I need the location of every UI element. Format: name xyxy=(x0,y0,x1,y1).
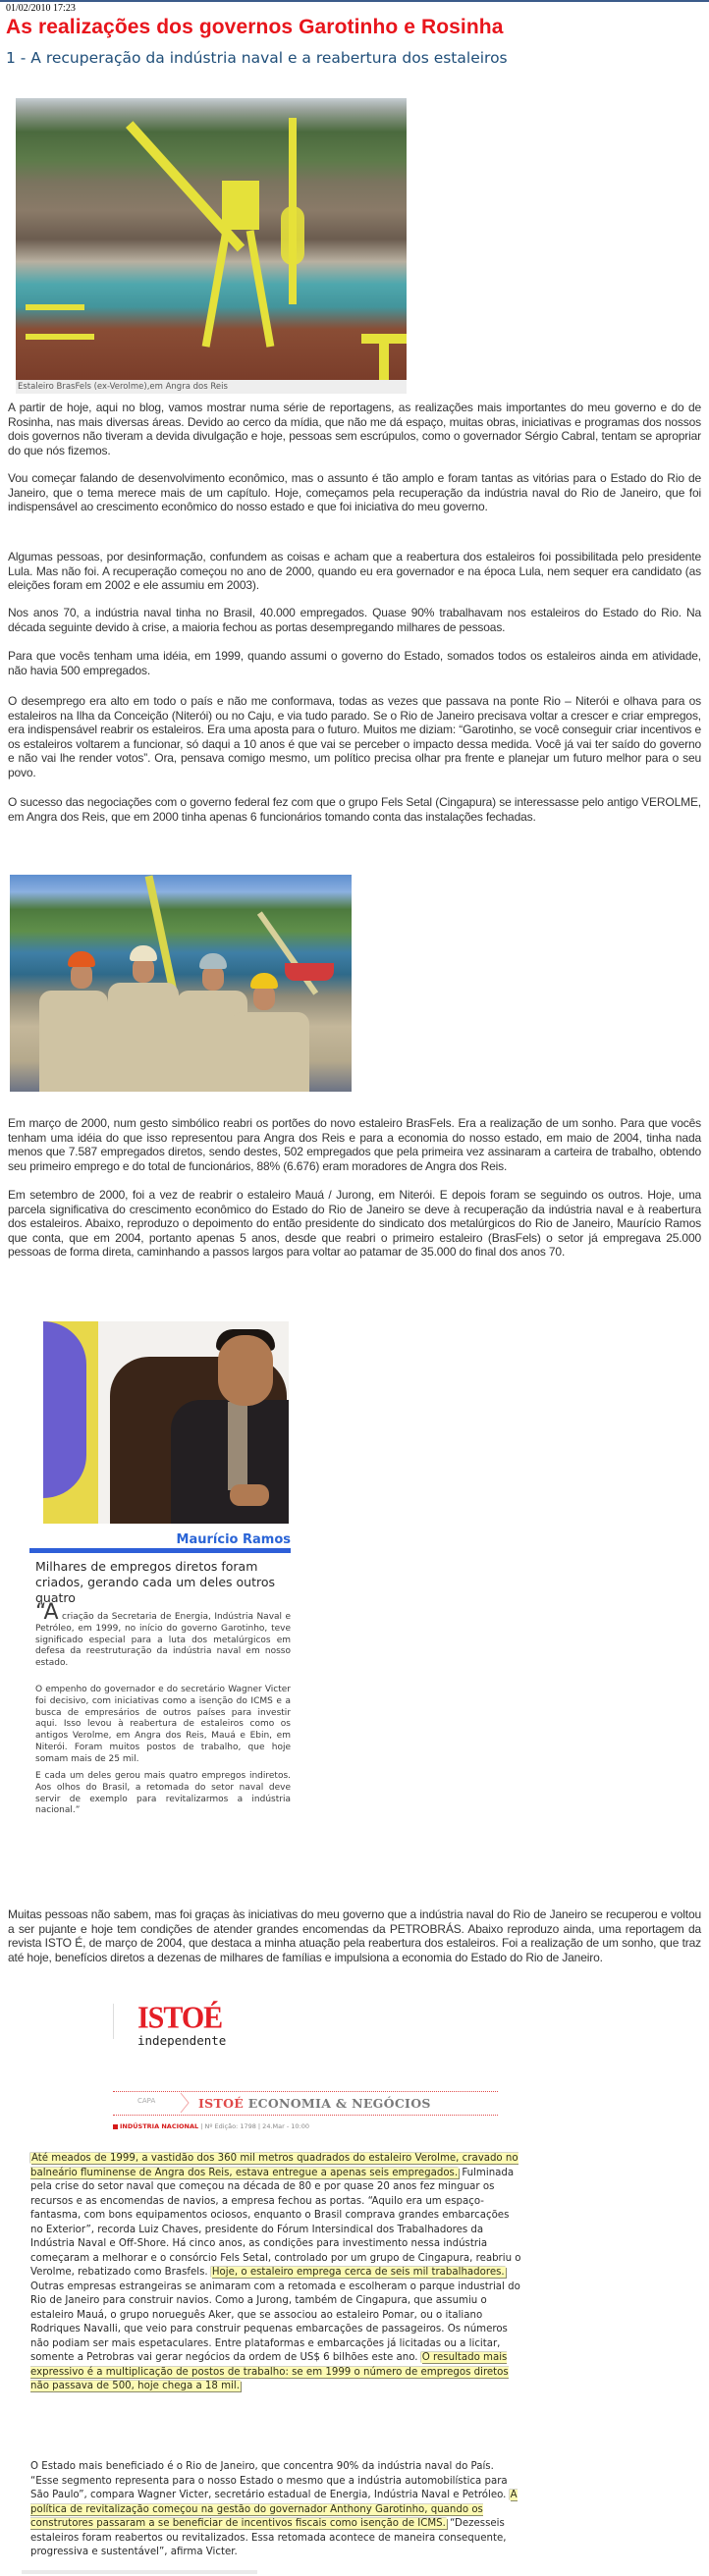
paragraph: O desemprego era alto em todo o país e não me conformava, todas as vezes que passava na ponte Rio – Niterói e olhava para os estaleiros na Ilha da Conceição (Niterói) ou no Caju, e via tudo parado. Se o Rio de Janeiro precisava voltar a crescer e criar empregos, era indispensável reabrir os estaleiros. Era uma aposta para o futuro. Muitos me diziam: “Garotinho, se você conseguir criar incentivos e os estaleiros voltarem a funcionar, só daqui a 10 anos é que vai se perceber o impacto dessa medida. Você já vai ter saído do governo e não vai lhe render votos”. Ora, pensava comigo mesmo, um político precisa olhar pra frente e planejar um futuro melhor para o seu povo. xyxy=(8,694,701,779)
paragraph: O sucesso das negociações com o governo federal fez com que o grupo Fels Setal (Cingapura) se interessasse pelo antigo VEROLME, em Angra dos Reis, que em 2000 tinha apenas 6 funcionários tomando conta das instalações fechadas. xyxy=(8,795,701,824)
testimonial-headline: Milhares de empregos diretos foram criados, gerando cada um deles outros quatro xyxy=(35,1559,276,1605)
istoe-logo-divider xyxy=(113,2004,114,2039)
section-rule-top xyxy=(113,2091,498,2092)
testimonial-name: Maurício Ramos xyxy=(176,1532,291,1547)
highlight: Até meados de 1999, a vastidão dos 360 mil metros quadrados do estaleiro Verolme, cravado no balneário fluminense de Angra dos Reis, estava entregue a apenas seis empregados. xyxy=(30,2153,518,2178)
top-border xyxy=(0,0,709,2)
text: Outras empresas estrangeiras se animaram com a retomada e escolheram o parque industrial do Rio de Janeiro para construir navios. Como a Jurong, também de Cingapura, que assumiu o estaleiro Mauá, o grupo norueguês Aker, que se associou ao estaleiro Pomar, ou o italiano Rodriques Navalli, que veio para construir pequenas embarcações de passageiros. Os números não podiam ser mais espetaculares. Entre plataformas e embarcações já licitadas ou a licitar, somente a Petrobras vai gerar negócios da ordem de US$ 6 bilhões este ano. xyxy=(30,2281,520,2363)
highlight: O resultado mais expressivo é a multiplicação de postos de trabalho: se em 1999 o número de empregos diretos não passava de 500, hoje chega a 18 mil. xyxy=(30,2352,509,2391)
shipyard-workers-photo xyxy=(10,875,352,1092)
section-title-brand: ISTOÉ xyxy=(198,2096,245,2111)
post-timestamp: 01/02/2010 17:23 xyxy=(6,3,76,14)
highlight: Hoje, o estaleiro emprega cerca de seis mil trabalhadores. xyxy=(211,2267,505,2278)
testimonial-quote-p2: O empenho do governador e do secretário Wagner Victer foi decisivo, com iniciativas como a isenção do ICMS e a busca de empresários de outros países para investir aqui. Isso levou à reabertura de estaleiros como os antigos Verolme, em Angra dos Reis, Mauá e Ebin, em Niterói. Foram muitos postos de trabalho, que hoje somam mais de 25 mil. xyxy=(35,1685,291,1764)
section-title xyxy=(198,2096,431,2111)
istoe-paragraph-1 xyxy=(30,2152,521,2394)
text: “Dezesseis estaleiros foram reabertos ou revitalizados. Essa retomada acontece de maneira consequente, progressiva e sustentável”, afirma Victer. xyxy=(30,2518,507,2557)
section-title-text: ECONOMIA & NEGÓCIOS xyxy=(244,2096,431,2111)
article-meta xyxy=(113,2122,309,2130)
text: O Estado mais beneficiado é o Rio de Janeiro, que concentra 90% da indústria naval do País. “Esse segmento representa para o nosso Estado o mesmo que a indústria automobilística para São Paulo”, compara Wagner Victer, secretário estadual de Energia, Indústria Naval e Petróleo. xyxy=(30,2461,510,2500)
testimonial-quote-p1 xyxy=(35,1600,291,1670)
section-rule-bottom xyxy=(113,2115,498,2116)
paragraph: Nos anos 70, a indústria naval tinha no Brasil, 40.000 empregados. Quase 90% trabalhavam nos estaleiros do Estado do Rio. Na década seguinte devido à crise, a maioria fechou as portas desempregando milhares de pessoas. xyxy=(8,606,701,634)
paragraph: Para que vocês tenham uma idéia, em 1999, quando assumi o governo do Estado, somados todos os estaleiros ainda em atividade, não havia 500 empregados. xyxy=(8,649,701,677)
text: Fulminada pela crise do setor naval que começou na década de 80 e por quase 20 anos fez minguar os recursos e as encomendas de navios, a empresa fechou as portas. “Aquilo era um espaço-fantasma, com bons equipamentos ociosos, enquanto o Brasil comprava grandes embarcações no Exterior”, recorda Luiz Chaves, presidente do Fórum Intersindical dos Trabalhadores da Indústria Naval e Off-Shore. Há cinco anos, as condições para investimento nessa indústria começaram a melhorar e o consórcio Fels Setal, controlado por um grupo de Cingapura, reabriu o Verolme, rebatizado como Brasfels. xyxy=(30,2167,521,2278)
paragraph: Em setembro de 2000, foi a vez de reabrir o estaleiro Mauá / Jurong, em Niterói. E depois foram se seguindo os outros. Hoje, uma parcela significativa do crescimento econômico do Estado do Rio de Janeiro se deve à recuperação da indústria naval e à reabertura dos estaleiros. Abaixo, reproduzo o depoimento do então presidente do sindicato dos metalúrgicos do Rio de Janeiro, Maurício Ramos que conta, que em 2004, portanto apenas 5 anos, desde que reabri o primeiro estaleiro (BrasFels) o setor já empregava 25.000 pessoas de forma direta, caminhando a passos largos para voltar ao patamar de 35.000 do final dos anos 70. xyxy=(8,1188,701,1260)
quote-text: criação da Secretaria de Energia, Indústria Naval e Petróleo, em 1999, no início do governo Garotinho, teve significado especial para a luta dos metalúrgicos em defesa da reestruturação da indústria naval em nosso estado. xyxy=(35,1612,291,1669)
istoe-paragraph-2 xyxy=(30,2460,521,2560)
highlight: A política de revitalização começou na gestão do governador Anthony Garotinho, quando os construtores passaram a se beneficiar de incentivos fiscais como isenção de ICMS. xyxy=(30,2490,518,2529)
istoe-logo-subtitle: independente xyxy=(137,2033,227,2048)
shipyard-photo-caption: Estaleiro BrasFels (ex-Verolme),em Angra dos Reis xyxy=(16,380,407,394)
paragraph: Muitas pessoas não sabem, mas foi graças às iniciativas do meu governo que a indústria naval do Rio de Janeiro se recuperou e voltou a ser pujante e hoje tem condições de atender grandes encomendas da PETROBRÁS. Abaixo reproduzo ainda, uma reportagem da revista ISTO É, de março de 2004, que destaca a minha atuação pela reabertura dos estaleiros. Foi a realização de um sonho, que traz até hoje, benefícios diretos a dezenas de milhares de famílias e impulsiona a economia do Estado do Rio de Janeiro. xyxy=(8,1907,701,1964)
quote-open: “A xyxy=(35,1600,59,1625)
article-category[interactable]: INDÚSTRIA NACIONAL xyxy=(120,2122,199,2130)
paragraph: Algumas pessoas, por desinformação, confundem as coisas e acham que a reabertura dos estaleiros foi possibilitada pelo presidente Lula. Mas não foi. A recuperação começou no ano de 2000, quando eu era governador e na época Lula, nem sequer era candidato (as eleições foram em 2002 e ele assumiu em 2003). xyxy=(8,550,701,593)
article-edition: | Nº Edição: 1798 | 24.Mar - 10:00 xyxy=(198,2122,309,2130)
istoe-logo: ISTOÉ xyxy=(137,2001,223,2035)
breadcrumb-capa[interactable]: CAPA xyxy=(137,2097,156,2105)
paragraph: Vou começar falando de desenvolvimento econômico, mas o assunto é tão amplo e foram tantas as vitórias para o Estado do Rio de Janeiro, que o tema merece mais de um capítulo. Hoje, começamos pela recuperação da indústria naval do Rio de Janeiro, que foi indispensável ao crescimento econômico do nosso estado e que foi iniciativa do meu governo. xyxy=(8,471,701,514)
breadcrumb-chevron-icon xyxy=(179,2092,191,2114)
paragraph: A partir de hoje, aqui no blog, vamos mostrar numa série de reportagens, as realizações mais importantes do meu governo e do de Rosinha, nas mais diversas áreas. Devido ao cerco da mídia, que não me dá espaço, muitas obras, iniciativas e programas dos nossos dois governos não tiveram a devida divulgação e hoje, pessoas sem escrúpulos, como o governador Sérgio Cabral, tentam se apropriar do que nós fizemos. xyxy=(8,401,701,457)
testimonial-divider xyxy=(29,1548,291,1553)
clipping-bottom-edge xyxy=(22,2570,257,2574)
category-square-icon xyxy=(113,2124,118,2129)
testimonial-quote-p3: E cada um deles gerou mais quatro empregos indiretos. Aos olhos do Brasil, a retomada do setor naval deve servir de exemplo para revitalizarmos a indústria nacional.” xyxy=(35,1771,291,1816)
post-title: As realizações dos governos Garotinho e Rosinha xyxy=(6,16,504,38)
post-subtitle: 1 - A recuperação da indústria naval e a reabertura dos estaleiros xyxy=(6,49,508,67)
shipyard-photo xyxy=(16,98,407,380)
paragraph: Em março de 2000, num gesto simbólico reabri os portões do novo estaleiro BrasFels. Era a realização de um sonho. Para que vocês tenham uma idéia do que isso representou para Angra dos Reis e para a economia do nosso estado, em maio de 2004, tinha nada menos que 7.587 empregados diretos, sendo destes, 502 empregados que pela primeira vez assinaram a carteira de trabalho, obtendo seu primeiro emprego e do total de funcionários, 88% (6.676) eram moradores de Angra dos Reis. xyxy=(8,1116,701,1173)
mauricio-ramos-photo xyxy=(43,1321,289,1524)
